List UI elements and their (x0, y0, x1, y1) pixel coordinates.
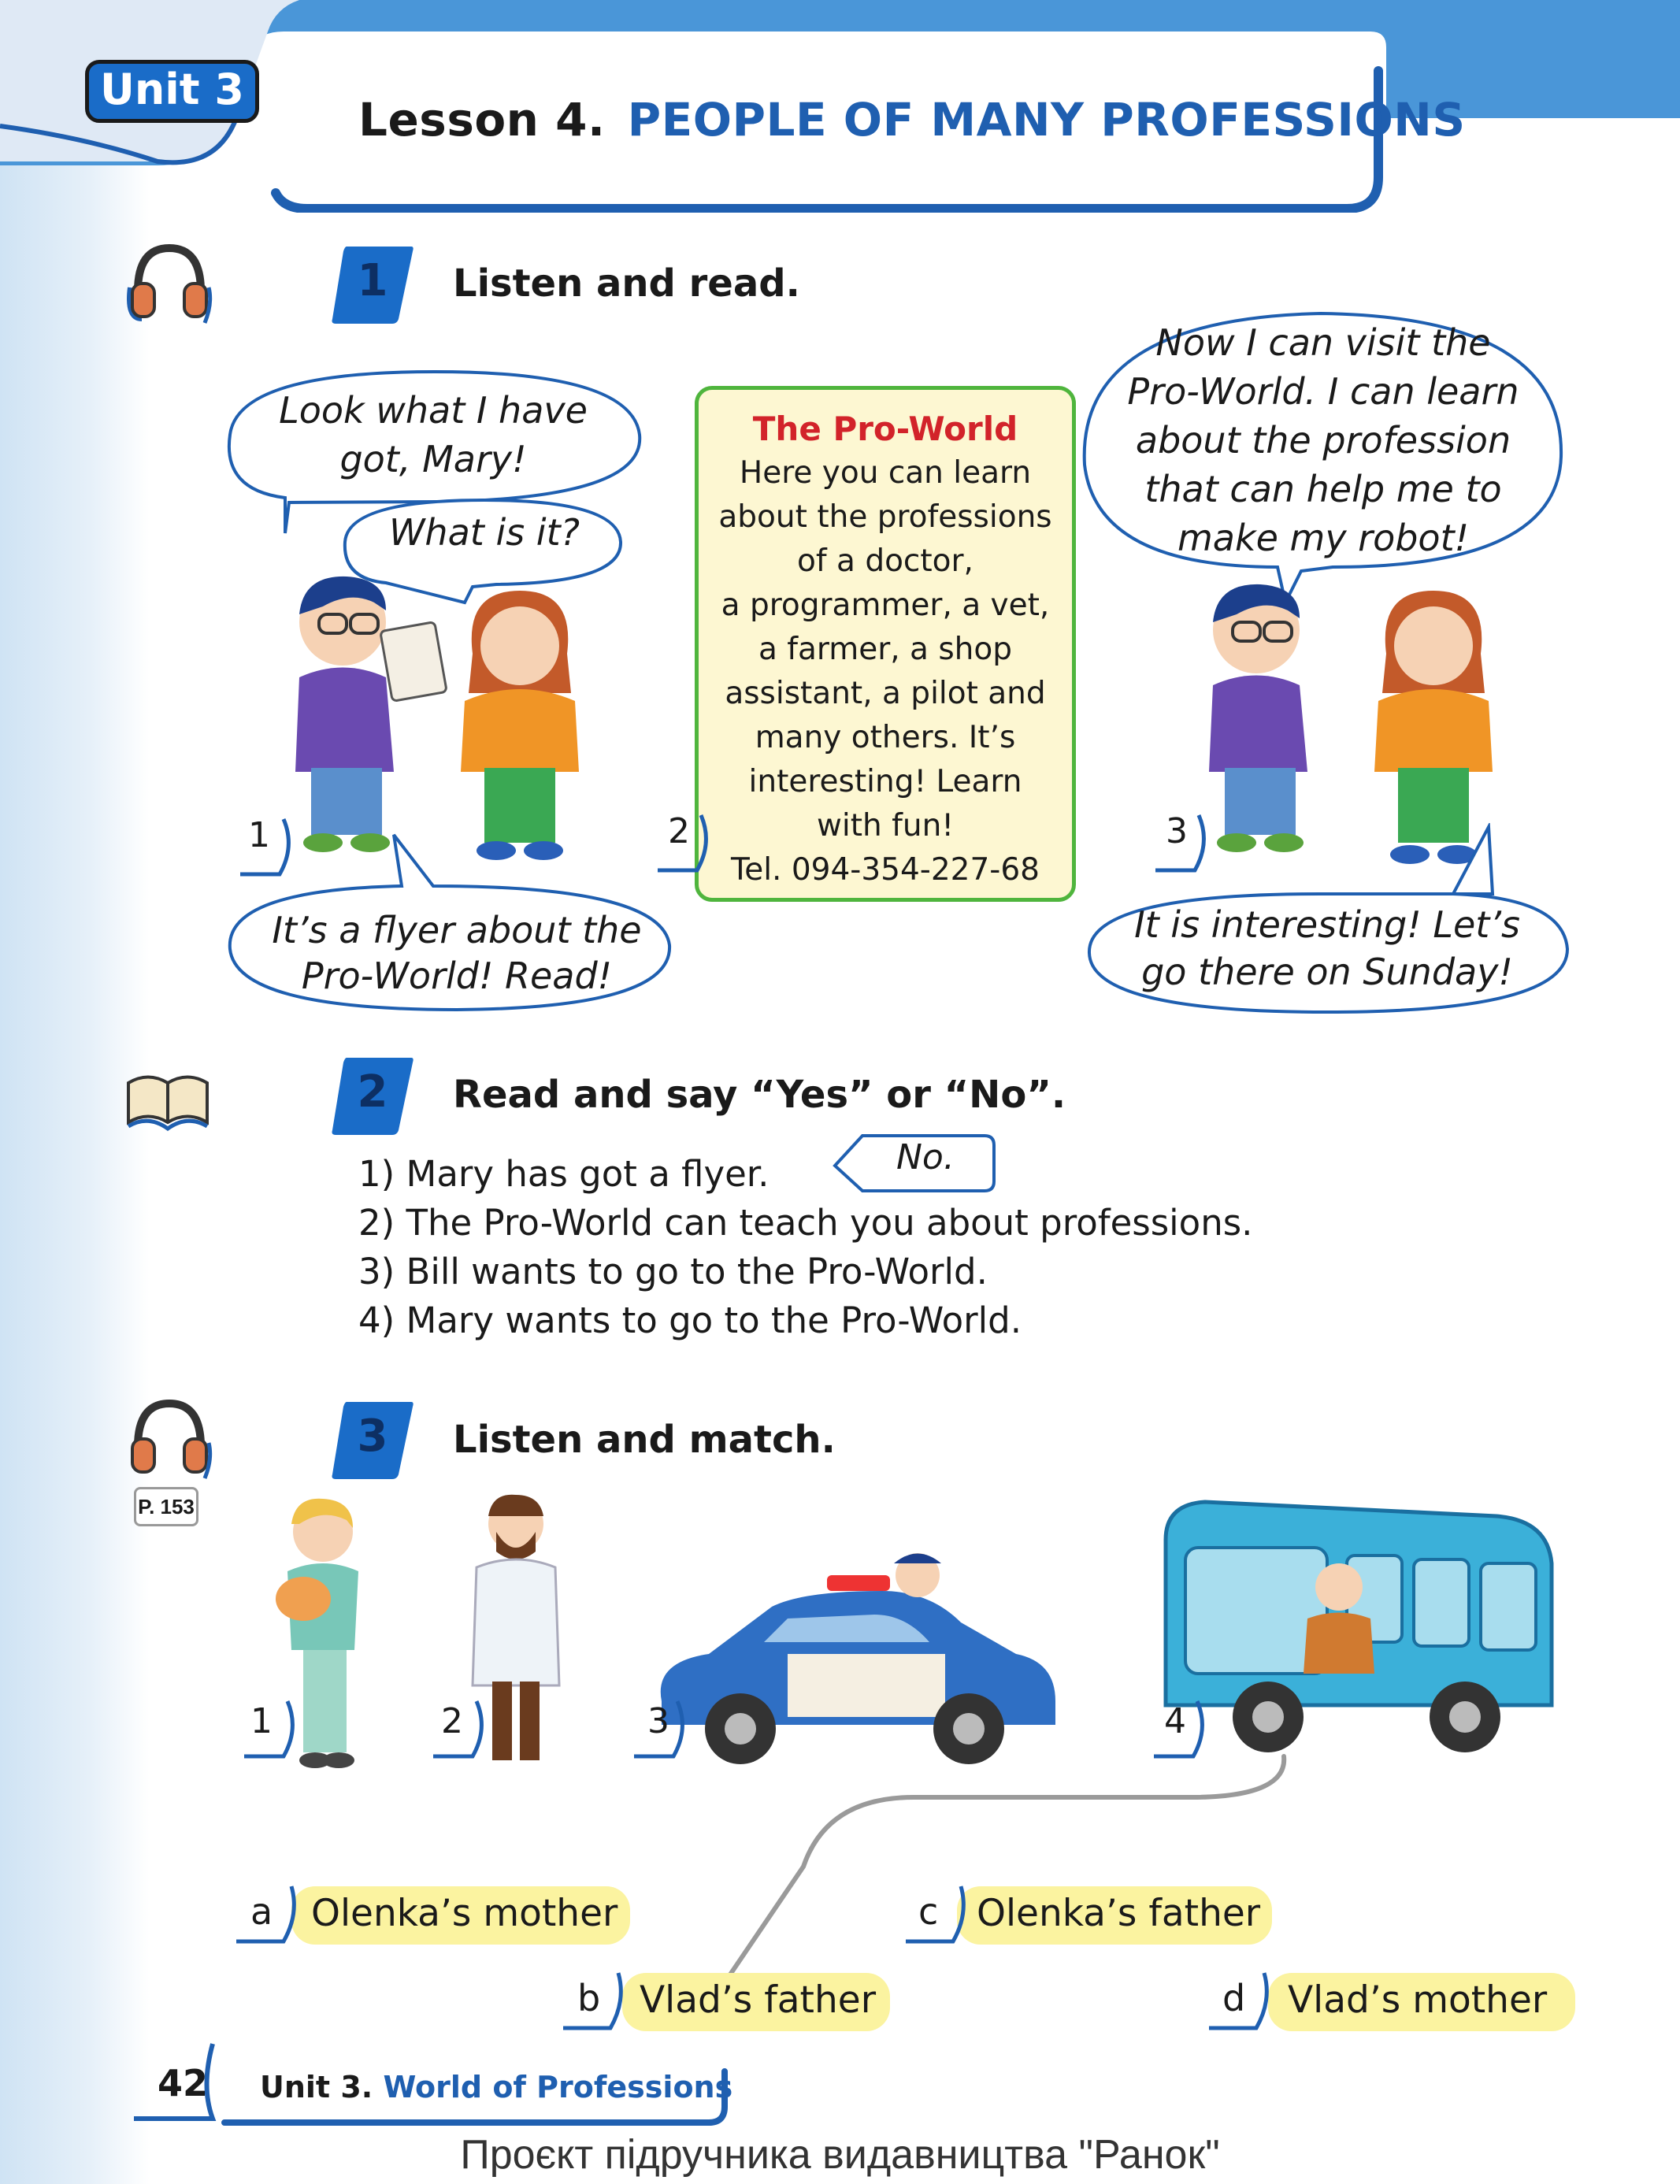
flyer-line: assistant, a pilot and (725, 676, 1046, 711)
option-c[interactable]: Olenka’s father (977, 1892, 1261, 1935)
match-picture-number-3: 3 (647, 1701, 669, 1741)
task-3-title: Listen and match. (453, 1418, 836, 1462)
footer-unit: Unit 3. (260, 2070, 373, 2104)
option-b[interactable]: Vlad’s father (640, 1978, 877, 2022)
match-line (709, 1748, 1307, 1985)
bubble-boy-1-bottom-line-2: Pro-World! Read! (301, 955, 613, 997)
flyer-line: of a doctor, (797, 543, 974, 579)
flyer-line: about the professions (718, 499, 1052, 535)
bubble-boy-1-bottom-line-1: It’s a flyer about the (272, 909, 642, 951)
option-a[interactable]: Olenka’s mother (311, 1892, 618, 1935)
sentence-4: 4) Mary wants to go to the Pro-World. (358, 1300, 1022, 1341)
task-2-title: Read and say “Yes” or “No”. (453, 1073, 1066, 1117)
footer-unit-title (260, 2070, 732, 2104)
sentence-2: 2) The Pro-World can teach you about professions. (358, 1202, 1253, 1244)
match-picture-number-2: 2 (441, 1701, 463, 1741)
bubble-girl-3-line-2: go there on Sunday! (1141, 951, 1513, 993)
option-letter-b: b (577, 1977, 601, 2019)
flyer-line: Here you can learn (739, 455, 1032, 491)
unit-badge: Unit 3 (85, 60, 259, 123)
sentence-1: 1) Mary has got a flyer. (358, 1153, 770, 1195)
page-reference[interactable]: P. 153 (134, 1487, 198, 1526)
picture-number-1: 1 (248, 815, 270, 855)
headphones-icon[interactable] (126, 1396, 213, 1482)
bubble-boy-3-line-3: about the profession (1135, 419, 1511, 462)
flyer-line: interesting! Learn (748, 764, 1022, 799)
task-3-number: 3 (329, 1396, 416, 1482)
yes-no-sentences (358, 1150, 1252, 1345)
lesson-number: Lesson 4. (358, 93, 606, 146)
option-letter-a: a (250, 1890, 273, 1933)
bubble-boy-1-line-2: got, Mary! (339, 438, 527, 480)
publisher-credit: Проєкт підручника видавництва "Ранок" (460, 2132, 1220, 2178)
boy-with-flyer-illustration (276, 567, 449, 866)
bubble-boy-3-line-1: Now I can visit the (1155, 321, 1491, 364)
match-picture-number-1: 1 (250, 1701, 273, 1741)
page-number: 42 (158, 2062, 209, 2104)
task-1-title: Listen and read. (453, 261, 800, 306)
picture-number-3: 3 (1166, 811, 1188, 851)
bubble-boy-3-line-5: make my robot! (1177, 517, 1470, 559)
option-letter-d: d (1222, 1977, 1246, 2019)
pro-world-flyer (695, 386, 1076, 902)
sentence-3: 3) Bill wants to go to the Pro-World. (358, 1251, 988, 1292)
lesson-title (358, 93, 1466, 146)
footer-title: World of Professions (383, 2070, 733, 2104)
task-1-number: 1 (329, 240, 416, 327)
flyer-line: a programmer, a vet, (721, 588, 1050, 623)
flyer-line: many others. It’s (755, 720, 1016, 755)
option-letter-c: c (918, 1890, 939, 1933)
option-d[interactable]: Vlad’s mother (1288, 1978, 1548, 2022)
picture-number-2: 2 (668, 811, 690, 851)
flyer-line: with fun! (817, 808, 954, 844)
girl-illustration (441, 583, 599, 866)
flyer-line: a farmer, a shop (758, 632, 1013, 667)
flyer-title: The Pro-World (752, 410, 1018, 448)
bubble-boy-3-line-4: that can help me to (1144, 468, 1502, 510)
bubble-boy-1-line-1: Look what I have (279, 389, 588, 432)
bubble-girl-1: What is it? (388, 511, 580, 554)
match-picture-number-4: 4 (1164, 1701, 1186, 1741)
flyer-phone: Tel. 094-354-227-68 (731, 852, 1040, 888)
task-2-number: 2 (329, 1051, 416, 1138)
police-car-illustration (646, 1544, 1063, 1780)
bubble-boy-3-line-2: Pro-World. I can learn (1127, 370, 1519, 413)
answer-example: No. (896, 1137, 955, 1177)
headphones-icon[interactable] (126, 240, 213, 327)
lesson-name: PEOPLE OF MANY PROFESSIONS (627, 93, 1466, 146)
bubble-girl-3-line-1: It is interesting! Let’s (1134, 903, 1520, 946)
book-icon[interactable] (124, 1059, 211, 1146)
